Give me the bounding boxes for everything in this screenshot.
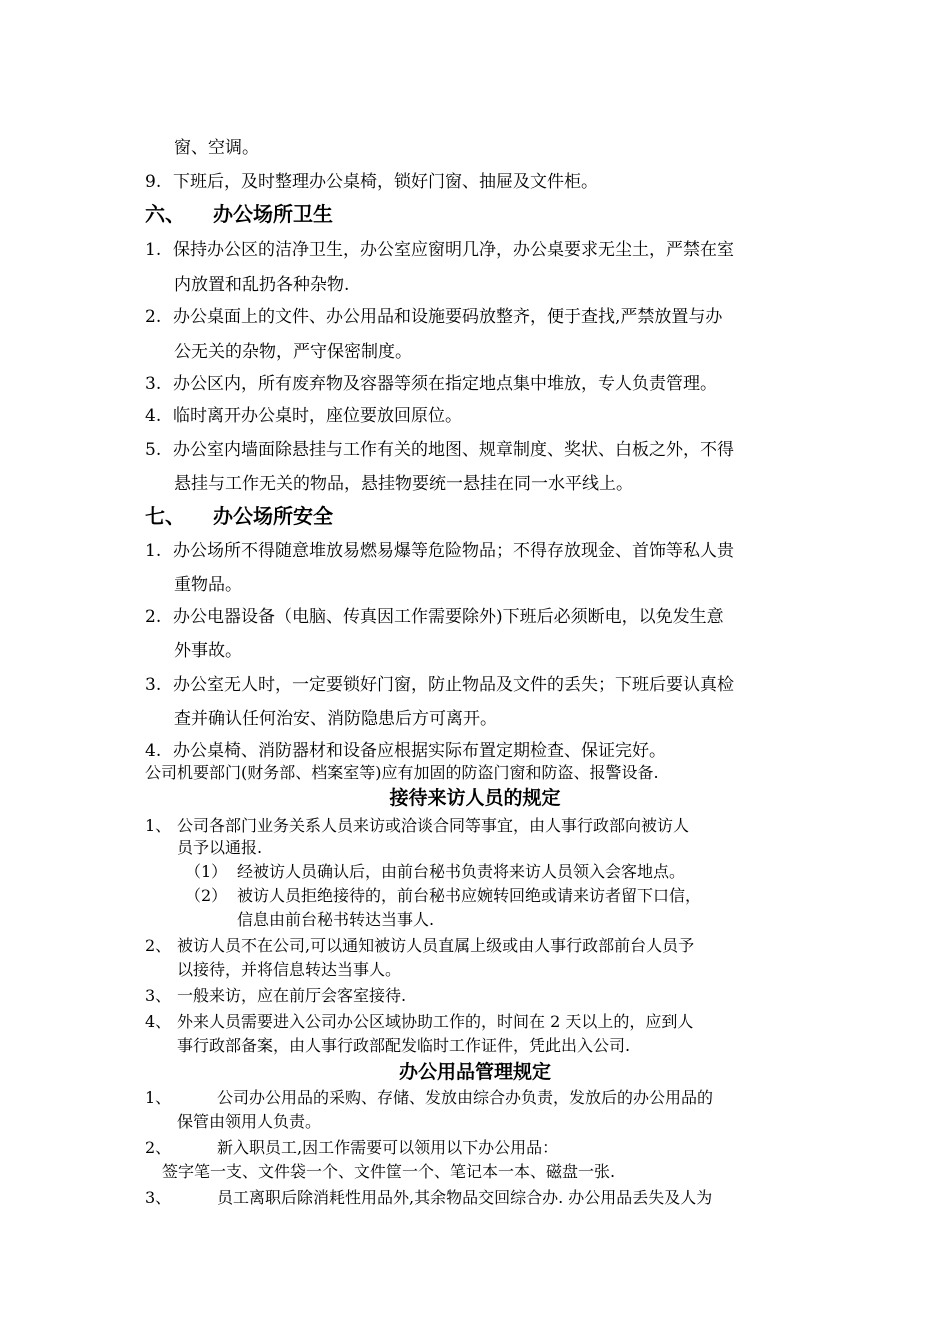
- sec6-item-5: [145, 440, 734, 460]
- item-number: 1.: [145, 541, 162, 561]
- sub-number: （2）: [185, 886, 228, 905]
- item-number: 3.: [145, 675, 162, 695]
- sec6-item-1: [145, 240, 734, 260]
- item-number: 4.: [145, 741, 162, 761]
- item-number: 2、: [145, 1138, 172, 1157]
- visitors-sub-2: [185, 886, 701, 906]
- visitors-item-2-cont: 以接待，并将信息转达当事人。: [177, 960, 402, 979]
- heading-title: 办公场所卫生: [213, 202, 333, 226]
- item-text: 员工离职后除消耗性用品外,其余物品交回综合办. 办公用品丢失及人为: [217, 1188, 713, 1207]
- supplies-title: 办公用品管理规定: [398, 1061, 551, 1083]
- item-text: 下班后，及时整理办公桌椅，锁好门窗、抽屉及文件柜。: [173, 172, 598, 192]
- item-number: 4.: [145, 406, 162, 426]
- item-number: 4、: [145, 1012, 172, 1031]
- item-text: 办公区内，所有废弃物及容器等须在指定地点集中堆放，专人负责管理。: [173, 374, 717, 394]
- visitors-item-1: [145, 816, 689, 836]
- visitors-item-4: [145, 1012, 693, 1032]
- supplies-item-1: [145, 1088, 713, 1108]
- sec7-item-3-cont: 查并确认任何治安、消防隐患后方可离开。: [174, 709, 497, 729]
- item-number: 2.: [145, 307, 162, 327]
- visitors-item-2: [145, 936, 694, 956]
- item-number: 9.: [145, 172, 162, 192]
- item-text: 办公场所不得随意堆放易燃易爆等危险物品；不得存放现金、首饰等私人贵: [173, 541, 734, 561]
- item-number: 3.: [145, 374, 162, 394]
- visitors-sub-2-cont: 信息由前台秘书转达当事人.: [237, 910, 435, 929]
- sec7-item-4: [145, 741, 666, 761]
- item-number: 5.: [145, 440, 162, 460]
- item-text: 被访人员不在公司,可以通知被访人员直属上级或由人事行政部前台人员予: [177, 936, 695, 955]
- visitors-item-3: [145, 986, 406, 1006]
- item-number: 1、: [145, 816, 172, 835]
- sec7-item-1-cont: 重物品。: [174, 575, 242, 595]
- sec7-tail-note: 公司机要部门(财务部、档案室等)应有加固的防盗门窗和防盗、报警设备.: [145, 763, 659, 782]
- sec7-item-1: [145, 541, 734, 561]
- sec6-item-2-cont: 公无关的杂物，严守保密制度。: [174, 342, 412, 362]
- sub-number: （1）: [185, 862, 228, 881]
- heading-title: 办公场所安全: [213, 504, 333, 528]
- sec7-item-2-cont: 外事故。: [174, 641, 242, 661]
- item-text: 办公室无人时，一定要锁好门窗，防止物品及文件的丢失；下班后要认真检: [173, 675, 734, 695]
- sec5-item-9: [145, 172, 598, 192]
- item-number: 1.: [145, 240, 162, 260]
- sec7-item-3: [145, 675, 734, 695]
- sec5-continuation: 窗、空调。: [174, 138, 259, 158]
- item-text: 办公电器设备（电脑、传真因工作需要除外)下班后必须断电，以免发生意: [173, 607, 724, 627]
- sec6-item-1-cont: 内放置和乱扔各种杂物.: [174, 275, 350, 295]
- item-text: 新入职员工,因工作需要可以领用以下办公用品：: [217, 1138, 559, 1157]
- supplies-item-2: [145, 1138, 558, 1158]
- item-text: 公司办公用品的采购、存储、发放由综合办负责，发放后的办公用品的: [217, 1088, 714, 1107]
- supplies-item-1-cont: 保管由领用人负责。: [177, 1112, 322, 1131]
- visitors-item-1-cont: 员予以通报.: [177, 838, 263, 857]
- item-text: 办公桌面上的文件、办公用品和设施要码放整齐，便于查找,严禁放置与办: [173, 307, 723, 327]
- sec6-heading: [145, 204, 333, 224]
- sub-text: 经被访人员确认后，由前台秘书负责将来访人员领入会客地点。: [237, 862, 686, 881]
- item-number: 2、: [145, 936, 172, 955]
- item-text: 外来人员需要进入公司办公区域协助工作的，时间在 2 天以上的，应到人: [177, 1012, 694, 1031]
- sub-text: 被访人员拒绝接待的，前台秘书应婉转回绝或请来访者留下口信，: [237, 886, 702, 905]
- item-number: 3、: [145, 986, 172, 1005]
- item-text: 临时离开办公桌时，座位要放回原位。: [173, 406, 462, 426]
- sec7-item-2: [145, 607, 724, 627]
- sec7-heading: [145, 506, 333, 526]
- visitors-sub-1: [185, 862, 685, 882]
- item-number: 1、: [145, 1088, 172, 1107]
- item-text: 一般来访，应在前厅会客室接待.: [177, 986, 407, 1005]
- item-text: 办公桌椅、消防器材和设备应根据实际布置定期检查、保证完好。: [173, 741, 666, 761]
- sec6-item-5-cont: 悬挂与工作无关的物品，悬挂物要统一悬挂在同一水平线上。: [174, 474, 633, 494]
- sec6-item-2: [145, 307, 722, 327]
- sec6-item-4: [145, 406, 462, 426]
- visitors-item-4-cont: 事行政部备案，由人事行政部配发临时工作证件，凭此出入公司.: [177, 1036, 631, 1055]
- item-text: 保持办公区的洁净卫生，办公室应窗明几净，办公桌要求无尘土，严禁在室: [173, 240, 734, 260]
- heading-number: 六、: [145, 202, 185, 226]
- item-number: 3、: [145, 1188, 172, 1207]
- heading-number: 七、: [145, 504, 185, 528]
- item-text: 办公室内墙面除悬挂与工作有关的地图、规章制度、奖状、白板之外，不得: [173, 440, 734, 460]
- supplies-item-3: [145, 1188, 712, 1208]
- visitors-title: 接待来访人员的规定: [389, 787, 561, 809]
- sec6-item-3: [145, 374, 717, 394]
- item-text: 公司各部门业务关系人员来访或洽谈合同等事宜，由人事行政部向被访人: [177, 816, 690, 835]
- item-number: 2.: [145, 607, 162, 627]
- supplies-item-list: 签字笔一支、文件袋一个、文件筐一个、笔记本一本、磁盘一张.: [162, 1162, 616, 1181]
